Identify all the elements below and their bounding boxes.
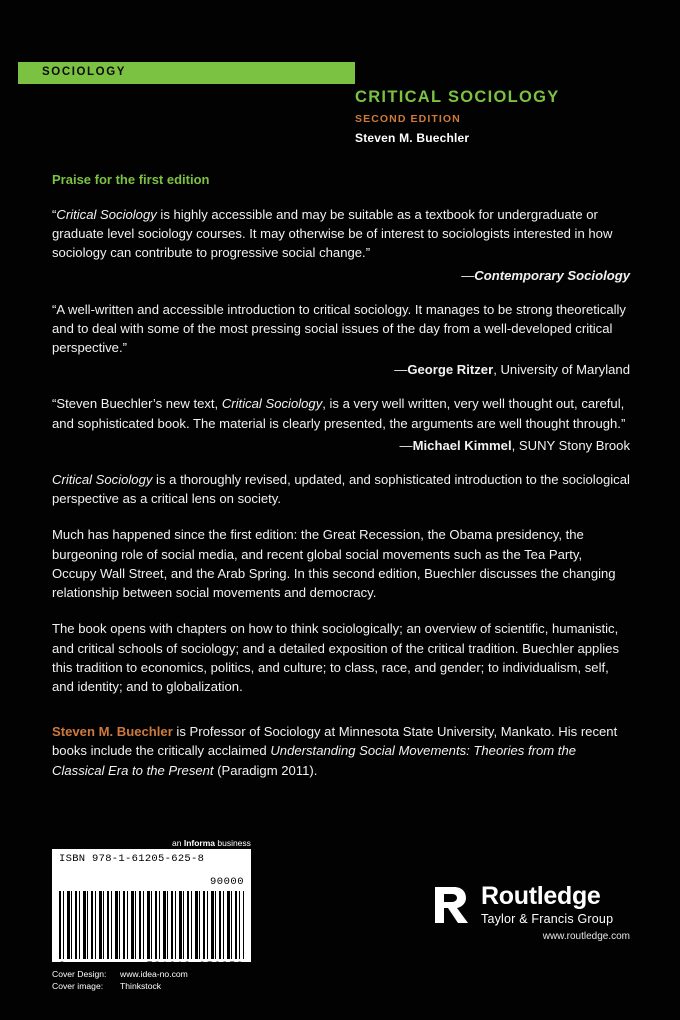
quote-title-italic: Critical Sociology (56, 207, 157, 222)
quote-lead: “Steven Buechler’s new text, (52, 396, 222, 412)
attrib-extra: , SUNY Stony Brook (511, 437, 630, 453)
barcode-digit-left: 9 (59, 960, 67, 972)
attrib-dash: — (461, 267, 475, 283)
praise-attribution (52, 438, 630, 453)
cover-credits (52, 968, 188, 993)
attrib-dash: — (399, 437, 413, 453)
cover-design-value: www.idea-no.com (120, 969, 188, 979)
isbn-line (59, 853, 244, 865)
author-bio-book-italic: Understanding Social Movements: Theories from the Classical Era to the Present (52, 743, 577, 778)
back-cover-text (52, 172, 630, 780)
routledge-mark-icon (430, 884, 472, 926)
isbn-barcode (52, 849, 251, 972)
author-bio-text-end: (Paradigm 2011). (213, 762, 318, 778)
praise-quote (52, 205, 630, 263)
quote-lead: “A well-written and accessible introduction to critical sociology. It manages to be strong theoretically and to deal with some of the most pressing social issues of the day from a well-developed critical perspective.” (52, 301, 626, 356)
book-title: CRITICAL SOCIOLOGY (355, 88, 560, 106)
quote-lead: “ (52, 207, 57, 222)
barcode-digit-right: 781612 056258 (146, 960, 244, 972)
informa-brand: Informa (183, 838, 215, 848)
isbn-addon: 90000 (209, 876, 244, 888)
description-paragraph: The book opens with chapters on how to think sociologically; an overview of scientific, humanistic, and critical schools of sociology; and a detailed exposition of the critical tradition. Buechler applies this tradition to economics, politics, and culture; to class, race, and gender; to individualism, self, and identity; and to globalization. (52, 621, 619, 694)
barcode-bars (59, 891, 244, 959)
attrib-name: George Ritzer (407, 362, 494, 378)
publisher-url: www.routledge.com (542, 931, 630, 942)
quote-title-italic: Critical Sociology (221, 396, 323, 412)
informa-business-line (172, 838, 251, 848)
attrib-dash: — (394, 362, 408, 378)
description-title-italic: Critical Sociology (52, 471, 153, 487)
cover-image-label: Cover image: (52, 981, 104, 992)
attrib-extra: , University of Maryland (493, 362, 630, 378)
praise-heading: Praise for the first edition (52, 172, 210, 187)
informa-prefix: an (172, 838, 184, 848)
author-bio-text: is Professor of Sociology at Minnesota State University, Mankato. His recent books include the critically acclaimed (52, 724, 618, 759)
description-paragraph: Much has happened since the first edition: the Great Recession, the Obama presidency, the burgeoning role of social media, and recent global social movements such as the Tea Party, Occupy Wall Street, and the Arab Spring. In this second edition, Buechler discusses the changing relationship between social movements and democracy. (52, 527, 616, 601)
isbn-number: ISBN 978-1-61205-625-8 (59, 853, 205, 865)
quote-rest: is highly accessible and may be suitable as a textbook for undergraduate or graduate level sociology courses. It may otherwise be of interest to sociologists interested in how sociology can contribute to progressive social change.” (52, 207, 613, 261)
quote-rest: , is a very well written, very well thought out, careful, and sophisticated book. The material is clearly presented, the arguments are well thought through.” (52, 396, 626, 431)
cover-design-label: Cover Design: (52, 969, 107, 979)
book-author: Steven M. Buechler (355, 130, 470, 145)
author-bio (52, 722, 630, 780)
publisher-logo (430, 884, 630, 942)
sociology-banner-label: SOCIOLOGY (42, 66, 127, 78)
description-rest: is a thoroughly revised, updated, and sophisticated introduction to the sociological perspective as a critical lens on society. (52, 471, 630, 507)
author-bio-name: Steven M. Buechler (52, 724, 173, 740)
book-edition: SECOND EDITION (355, 112, 461, 125)
praise-quote (52, 394, 630, 432)
cover-image-credit (52, 980, 188, 992)
cover-image-value: Thinkstock (120, 981, 162, 992)
cover-design-credit (52, 968, 188, 980)
praise-quote (52, 300, 630, 358)
description-paragraph (52, 470, 630, 508)
title-block (355, 88, 655, 145)
publisher-subtitle: Taylor & Francis Group (481, 912, 614, 926)
publisher-name: Routledge (481, 882, 601, 910)
praise-attribution (52, 362, 630, 377)
attrib-name: Michael Kimmel (412, 437, 512, 453)
informa-suffix: business (215, 838, 251, 848)
attrib-name: Contemporary Sociology (474, 267, 630, 283)
praise-attribution (52, 268, 630, 283)
